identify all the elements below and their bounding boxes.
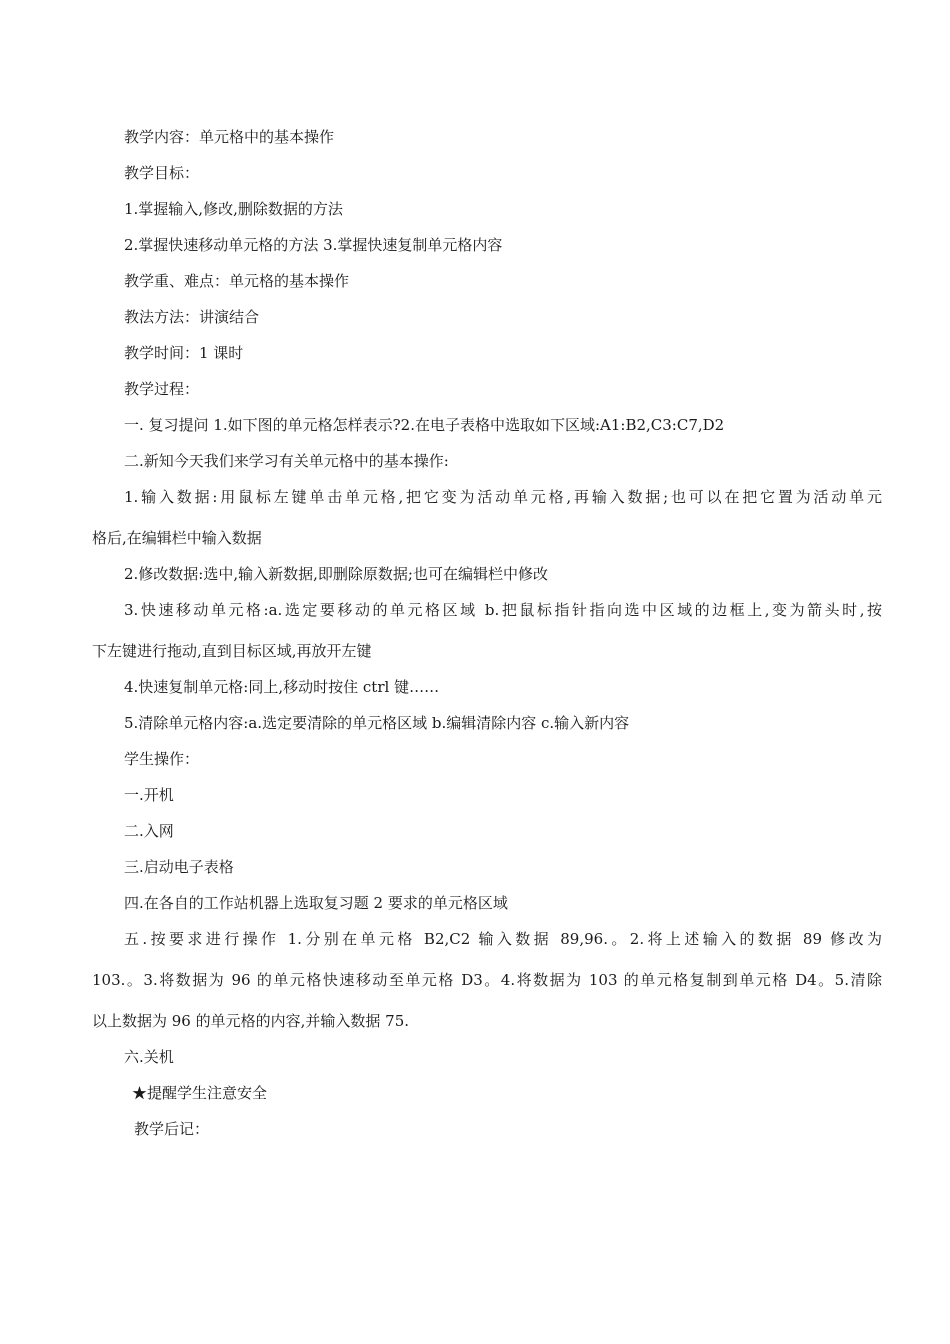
operation-select-cells: 四.在各自的工作站机器上选取复习题 2 要求的单元格区域 <box>124 894 508 912</box>
step-move-cells-line2: 下左键进行拖动,直到目标区域,再放开左键 <box>92 642 372 660</box>
student-operations-heading: 学生操作： <box>124 750 200 768</box>
teaching-process-heading: 教学过程： <box>124 380 200 398</box>
goal-1: 1.掌握输入,修改,删除数据的方法 <box>124 200 343 218</box>
operation-tasks-line3: 以上数据为 96 的单元格的内容,并输入数据 75. <box>92 1012 410 1030</box>
new-knowledge-intro: 二.新知今天我们来学习有关单元格中的基本操作: <box>124 452 449 470</box>
teaching-goals-heading: 教学目标： <box>124 164 200 182</box>
teaching-time: 教学时间：1 课时 <box>124 344 244 362</box>
teaching-method: 教法方法：讲演结合 <box>124 308 260 326</box>
operation-tasks-line2: 103.。3.将数据为 96 的单元格快速移动至单元格 D3。4.将数据为 103 的单元格复制到单元格 D4。5.清除 <box>92 971 882 989</box>
operation-start-spreadsheet: 三.启动电子表格 <box>124 858 234 876</box>
goal-2-3: 2.掌握快速移动单元格的方法 3.掌握快速复制单元格内容 <box>124 236 503 254</box>
operation-power-off: 六.关机 <box>124 1048 174 1066</box>
review-questions: 一. 复习提问 1.如下图的单元格怎样表示?2.在电子表格中选取如下区域:A1:B2,C3:C7,D2 <box>124 416 725 434</box>
step-clear-cells: 5.清除单元格内容:a.选定要清除的单元格区域 b.编辑清除内容 c.输入新内容 <box>124 714 630 732</box>
step-copy-cells: 4.快速复制单元格:同上,移动时按住 ctrl 键…… <box>124 678 440 696</box>
step-move-cells-line1: 3.快速移动单元格:a.选定要移动的单元格区域 b.把鼠标指针指向选中区域的边框上,变为箭头时,按 <box>124 601 882 619</box>
operation-network: 二.入网 <box>124 822 174 840</box>
operation-power-on: 一.开机 <box>124 786 174 804</box>
operation-tasks-line1: 五.按要求进行操作 1.分别在单元格 B2,C2 输入数据 89,96.。2.将上述输入的数据 89 修改为 <box>124 930 882 948</box>
key-difficult-points: 教学重、难点：单元格的基本操作 <box>124 272 350 290</box>
step-input-data-line1: 1.输入数据:用鼠标左键单击单元格,把它变为活动单元格,再输入数据;也可以在把它置为活动单元 <box>124 488 882 506</box>
step-modify-data: 2.修改数据:选中,输入新数据,即删除原数据;也可在编辑栏中修改 <box>124 565 548 583</box>
step-input-data-line2: 格后,在编辑栏中输入数据 <box>92 529 262 547</box>
teaching-content: 教学内容：单元格中的基本操作 <box>124 128 335 146</box>
safety-reminder: ★提醒学生注意安全 <box>132 1084 268 1102</box>
teaching-reflection-heading: 教学后记： <box>134 1120 210 1138</box>
